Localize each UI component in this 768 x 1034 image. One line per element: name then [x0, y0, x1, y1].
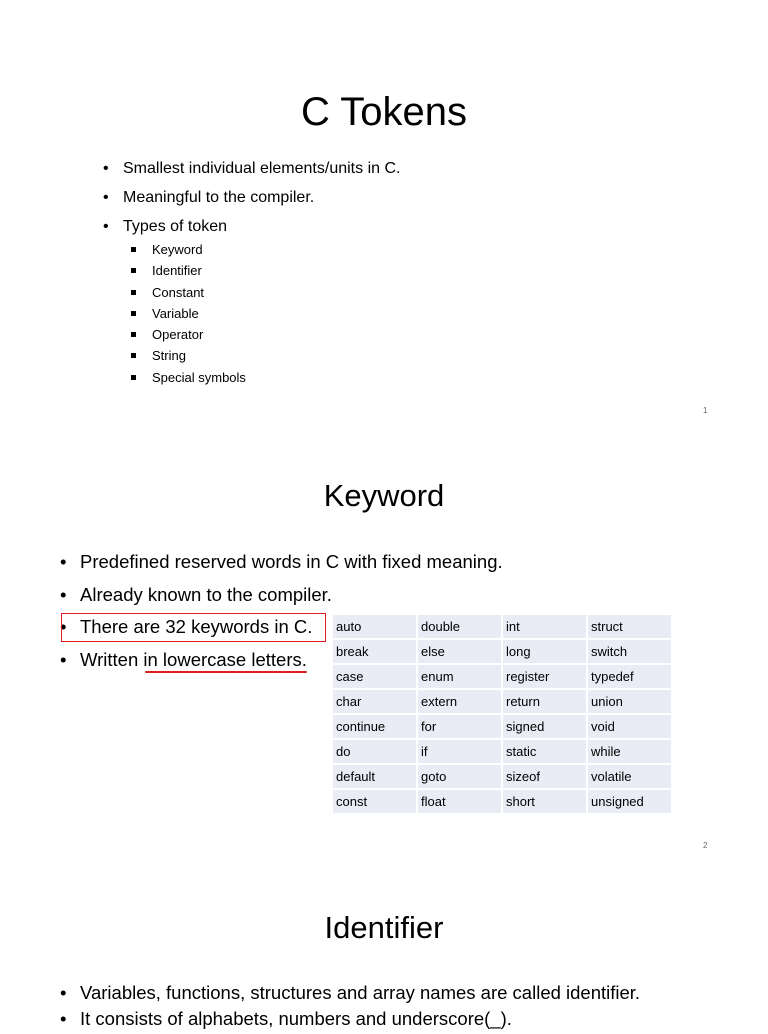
page-number: 2 [703, 841, 708, 850]
keyword-cell: while [588, 740, 671, 765]
keyword-cell: sizeof [503, 765, 586, 790]
keyword-cell: continue [333, 715, 416, 740]
highlight-underline [145, 671, 307, 673]
keywords-table [331, 615, 673, 815]
keyword-row [333, 665, 671, 690]
keyword-cell: register [503, 665, 586, 690]
bullet-item: • Meaningful to the compiler. [101, 186, 400, 215]
keyword-cell: long [503, 640, 586, 665]
keyword-cell: double [418, 615, 501, 640]
slide-title: Identifier [324, 910, 444, 945]
bullet-item: • Written in lowercase letters. [58, 645, 503, 678]
keyword-cell: signed [503, 715, 586, 740]
keyword-row [333, 715, 671, 740]
bullet-item: • There are 32 keywords in C. [58, 612, 503, 645]
keyword-row [333, 690, 671, 715]
token-type-item: Identifier [131, 261, 246, 282]
keyword-cell: int [503, 615, 586, 640]
keyword-row [333, 640, 671, 665]
slide-keyword [0, 433, 768, 866]
keyword-cell: enum [418, 665, 501, 690]
bullet-list [101, 157, 400, 244]
bullet-item: • Variables, functions, structures and array names are called identifier. [58, 978, 640, 1004]
keyword-cell: else [418, 640, 501, 665]
slide-title: Keyword [323, 478, 445, 513]
token-type-list [131, 240, 246, 389]
keyword-cell: do [333, 740, 416, 765]
keyword-cell: case [333, 665, 416, 690]
keyword-cell: auto [333, 615, 416, 640]
keyword-cell: union [588, 690, 671, 715]
keyword-cell: default [333, 765, 416, 790]
keyword-cell: for [418, 715, 501, 740]
keyword-cell: return [503, 690, 586, 715]
slide-title: C Tokens [300, 90, 467, 134]
token-type-item: Special symbols [131, 368, 246, 389]
bullet-item: • Smallest individual elements/units in C. [101, 157, 400, 186]
page-number: 1 [703, 406, 708, 415]
token-type-item: Operator [131, 325, 246, 346]
keyword-cell: float [418, 790, 501, 815]
keyword-cell: volatile [588, 765, 671, 790]
bullet-item: • Already known to the compiler. [58, 580, 503, 613]
keyword-cell: typedef [588, 665, 671, 690]
keyword-cell: struct [588, 615, 671, 640]
keyword-cell: unsigned [588, 790, 671, 815]
keyword-cell: char [333, 690, 416, 715]
keyword-row [333, 765, 671, 790]
keyword-cell: void [588, 715, 671, 740]
highlight-box [61, 613, 326, 642]
token-type-item: String [131, 346, 246, 367]
slide-identifier [0, 866, 768, 1029]
bullet-item: • Predefined reserved words in C with fixed meaning. [58, 547, 503, 580]
keyword-row [333, 740, 671, 765]
bullet-item: • It consists of alphabets, numbers and underscore(_). [58, 1004, 640, 1030]
keyword-cell: goto [418, 765, 501, 790]
keyword-cell: const [333, 790, 416, 815]
token-type-item: Constant [131, 283, 246, 304]
keyword-cell: short [503, 790, 586, 815]
keyword-row [333, 790, 671, 815]
keyword-cell: break [333, 640, 416, 665]
token-type-item: Variable [131, 304, 246, 325]
keyword-cell: static [503, 740, 586, 765]
token-type-item: Keyword [131, 240, 246, 261]
bullet-item: • Types of token [101, 215, 400, 244]
keyword-row [333, 615, 671, 640]
keyword-cell: if [418, 740, 501, 765]
slide-c-tokens [0, 0, 768, 433]
keyword-cell: extern [418, 690, 501, 715]
keyword-cell: switch [588, 640, 671, 665]
bullet-list [58, 978, 640, 1030]
